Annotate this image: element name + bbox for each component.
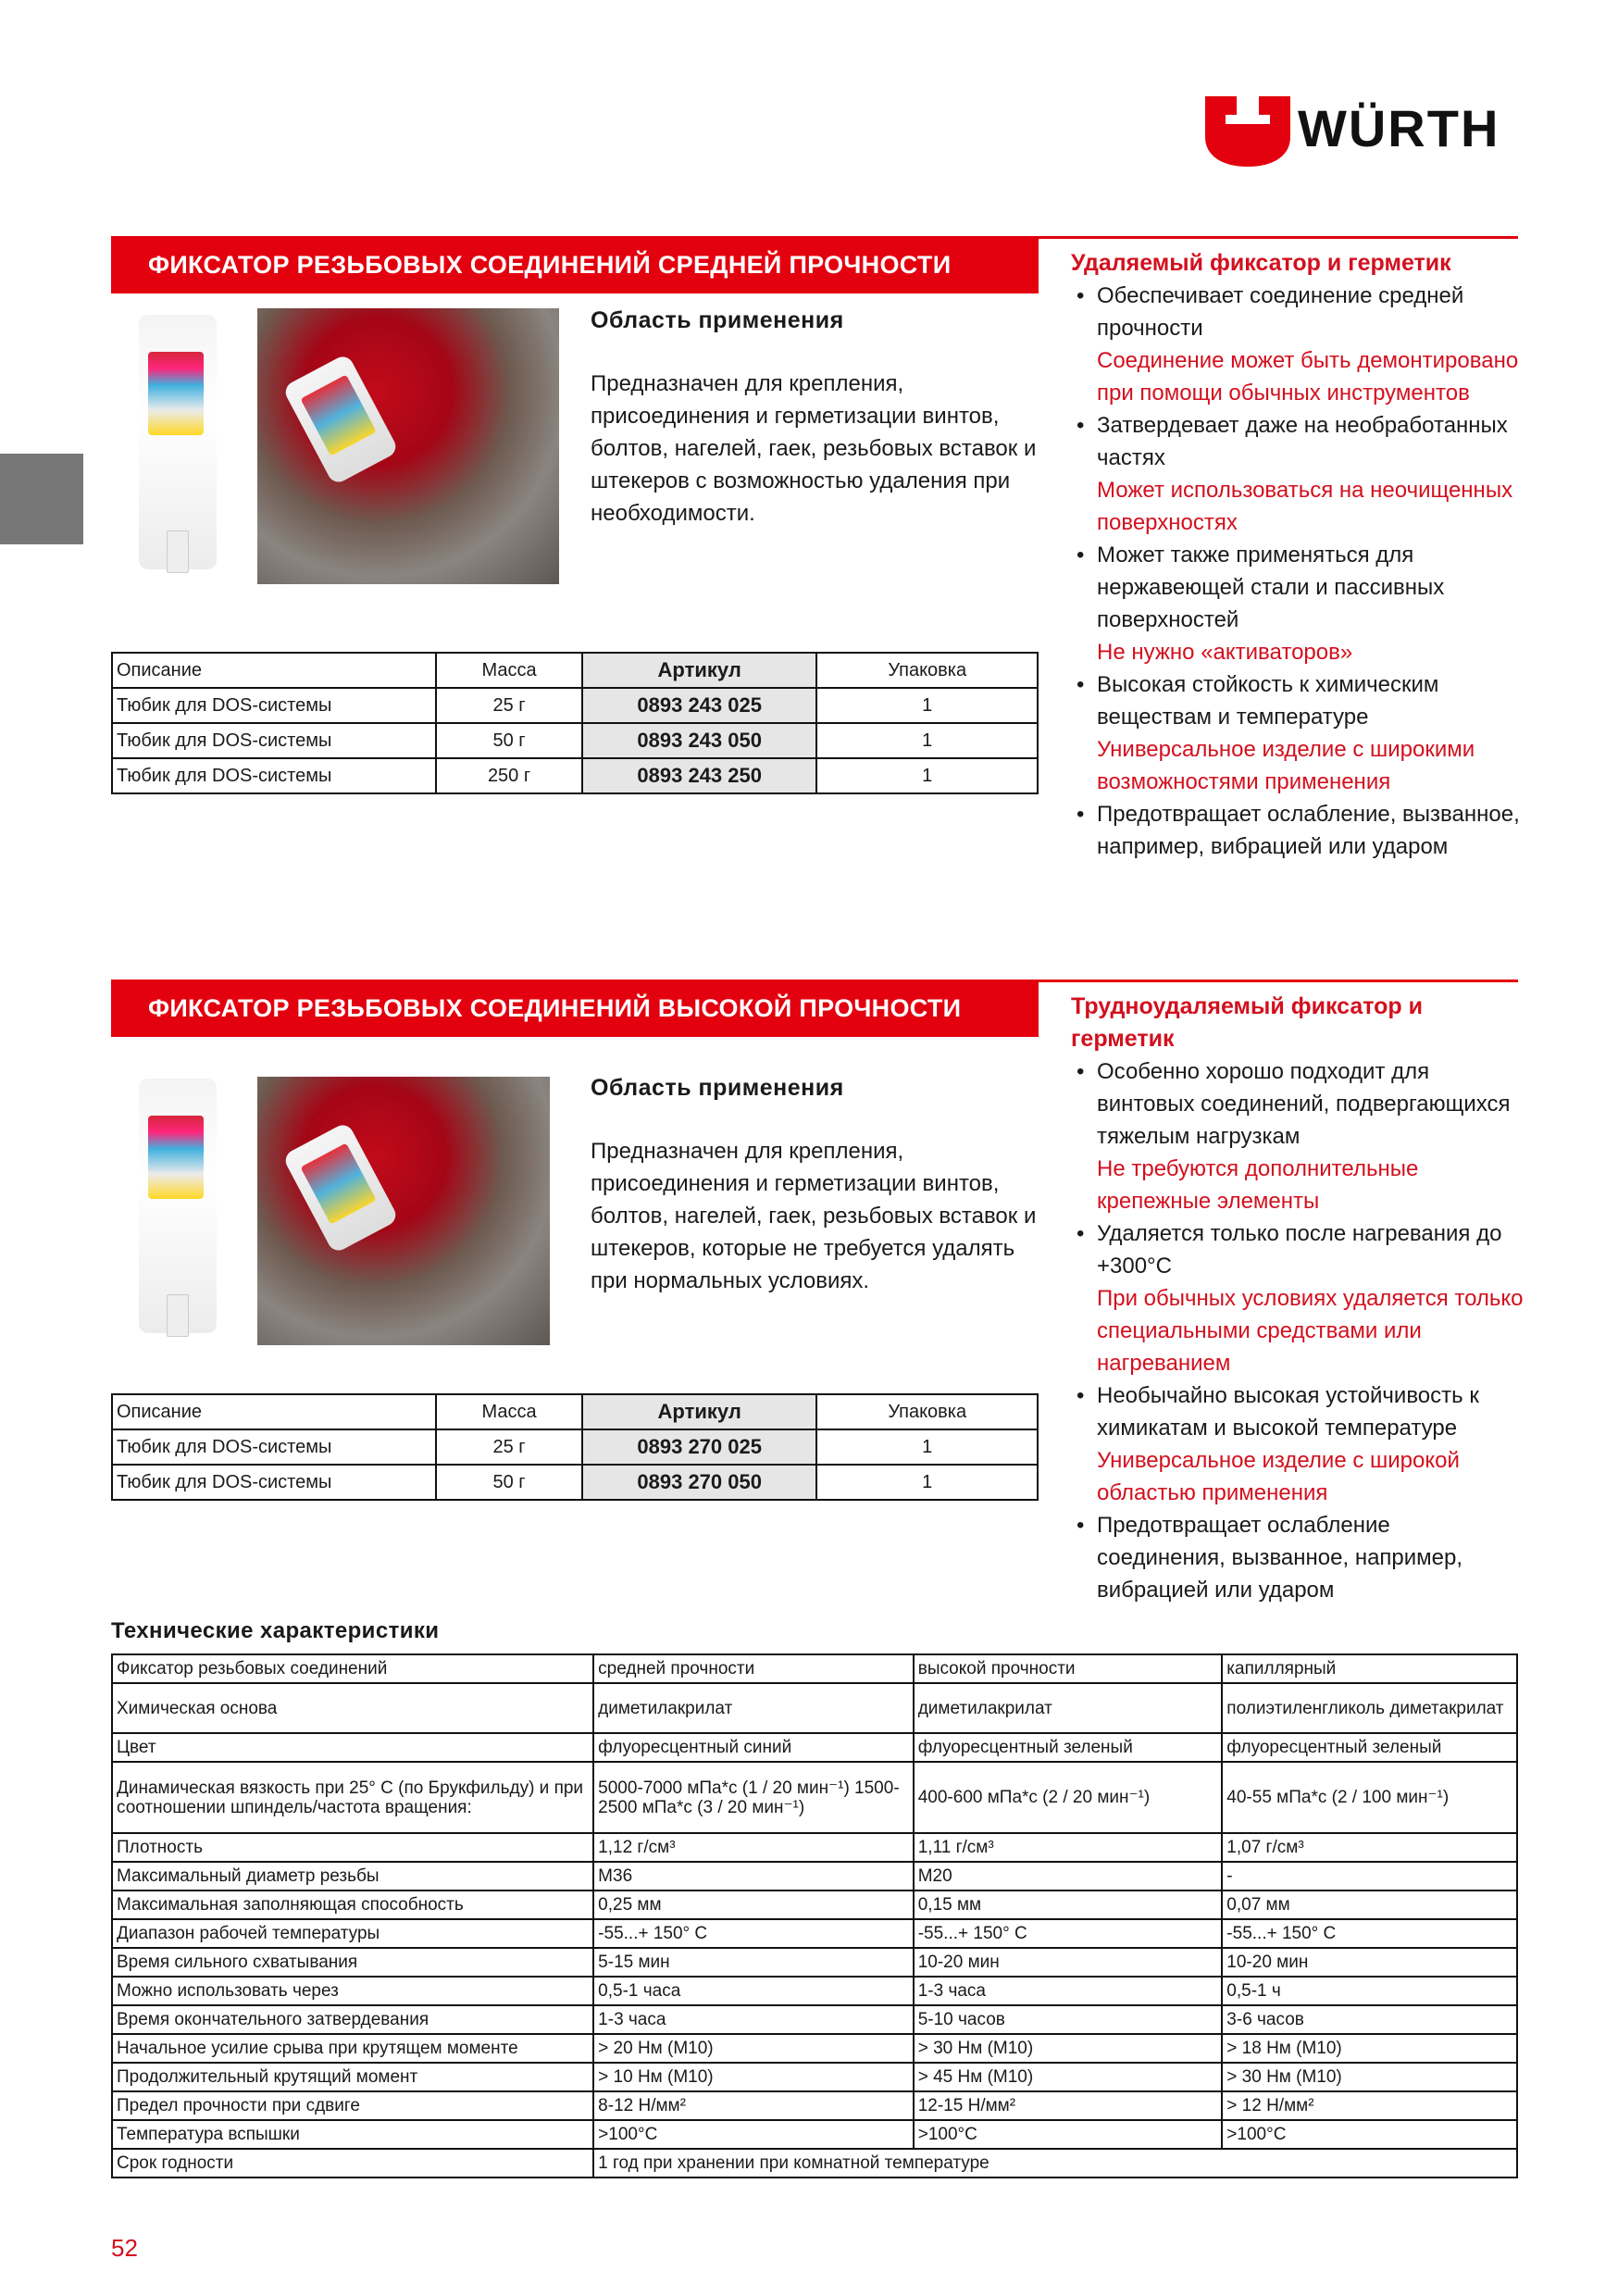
feature-title: Трудноудаляемый фиксатор и герметик bbox=[1071, 993, 1424, 1052]
tech-row: Предел прочности при сдвиге 8-12 Н/мм² 12-15 Н/мм² > 12 Н/мм² bbox=[112, 2091, 1517, 2120]
feature-item: • Обеспечивает соединение средней прочности Соединение может быть демонтировано при помощи обычных инструментов bbox=[1071, 280, 1525, 409]
application-text: Предназначен для крепления, присоединения и герметизации винтов, болтов, нагелей, гаек, резьбовых вставок и штекеров, которые не требуется удалять при нормальных условиях. bbox=[591, 1139, 1037, 1293]
table-row: Тюбик для DOS-системы 50 г 0893 243 050 1 bbox=[112, 723, 1038, 758]
tech-table bbox=[111, 1653, 1518, 2178]
application-title: Область применения bbox=[591, 1075, 844, 1101]
table-row: Тюбик для DOS-системы 250 г 0893 243 250 1 bbox=[112, 758, 1038, 793]
table-row: Тюбик для DOS-системы 50 г 0893 270 050 1 bbox=[112, 1465, 1038, 1500]
section1-header: ФИКСАТОР РЕЗЬБОВЫХ СОЕДИНЕНИЙ СРЕДНЕЙ ПРОЧНОСТИ bbox=[111, 236, 1039, 293]
order-table bbox=[111, 1393, 1039, 1501]
tech-row: Время окончательного затвердевания 1-3 часа 5-10 часов 3-6 часов bbox=[112, 2005, 1517, 2034]
tech-row: Продолжительный крутящий момент > 10 Нм (M10) > 45 Нм (M10) > 30 Нм (M10) bbox=[112, 2063, 1517, 2091]
feature-item: • Предотвращает ослабление соединения, вызванное, например, вибрацией или ударом bbox=[1071, 1509, 1525, 1606]
tech-row: Время сильного схватывания 5-15 мин 10-20 мин 10-20 мин bbox=[112, 1948, 1517, 1977]
order-table bbox=[111, 652, 1039, 794]
section2-features bbox=[1071, 991, 1525, 1606]
product-tube-image bbox=[139, 1079, 217, 1333]
feature-item: • Высокая стойкость к химическим веществам и температуре Универсальное изделие с широкими возможностями применения bbox=[1071, 668, 1525, 798]
feature-item: • Удаляется только после нагревания до +300°C При обычных условиях удаляется только специальными средствами или нагреванием bbox=[1071, 1217, 1525, 1379]
table-header-row: Описание Масса Артикул Упаковка bbox=[112, 1394, 1038, 1429]
tech-row: Максимальная заполняющая способность 0,25 мм 0,15 мм 0,07 мм bbox=[112, 1890, 1517, 1919]
section2-rule bbox=[1039, 980, 1518, 982]
application-photo bbox=[257, 308, 559, 584]
tech-row: Динамическая вязкость при 25° C (по Брукфильду) и при соотношении шпиндель/частота вращения: 5000-7000 мПа*с (1 / 20 мин⁻¹) 1500-2500 мПа*с (3 / 20 мин⁻¹) 400-600 мПа*с (2 / 20 мин⁻¹) 40-55 мПа*с (2 / 100 мин⁻¹) bbox=[112, 1762, 1517, 1833]
tech-row: Температура вспышки >100°C >100°C >100°C bbox=[112, 2120, 1517, 2149]
feature-item: • Затвердевает даже на необработанных частях Может использоваться на неочищенных поверхностях bbox=[1071, 409, 1525, 539]
feature-item: • Предотвращает ослабление, вызванное, например, вибрацией или ударом bbox=[1071, 798, 1525, 863]
tech-title: Технические характеристики bbox=[111, 1618, 440, 1643]
application-photo bbox=[257, 1077, 550, 1345]
tech-row: Химическая основа диметилакрилат диметилакрилат полиэтиленгликоль диметакрилат bbox=[112, 1683, 1517, 1733]
tech-row: Начальное усилие срыва при крутящем моменте > 20 Нм (M10) > 30 Нм (M10) > 18 Нм (M10) bbox=[112, 2034, 1517, 2063]
tech-row: Плотность 1,12 г/см³ 1,11 г/см³ 1,07 г/см³ bbox=[112, 1833, 1517, 1862]
wurth-logo bbox=[1205, 96, 1520, 167]
table-header-row: Описание Масса Артикул Упаковка bbox=[112, 653, 1038, 688]
product-tube-image bbox=[139, 315, 217, 569]
section2-header: ФИКСАТОР РЕЗЬБОВЫХ СОЕДИНЕНИЙ ВЫСОКОЙ ПРОЧНОСТИ bbox=[111, 980, 1039, 1037]
table-row: Тюбик для DOS-системы 25 г 0893 243 025 1 bbox=[112, 688, 1038, 723]
feature-title: Удаляемый фиксатор и герметик bbox=[1071, 250, 1451, 276]
page-number: 52 bbox=[111, 2234, 138, 2262]
feature-item: • Особенно хорошо подходит для винтовых соединений, подвергающихся тяжелым нагрузкам Не требуются дополнительные крепежные элементы bbox=[1071, 1055, 1525, 1217]
tech-row: Фиксатор резьбовых соединений средней прочности высокой прочности капиллярный bbox=[112, 1654, 1517, 1683]
tech-row: Диапазон рабочей температуры -55...+ 150° C -55...+ 150° C -55...+ 150° C bbox=[112, 1919, 1517, 1948]
application-text: Предназначен для крепления, присоединения и герметизации винтов, болтов, нагелей, гаек, резьбовых вставок и штекеров с возможностью удаления при необходимости. bbox=[591, 371, 1037, 526]
logo-wordmark: WÜRTH bbox=[1298, 99, 1500, 157]
feature-item: • Может также применяться для нержавеющей стали и пассивных поверхностей Не нужно «активаторов» bbox=[1071, 539, 1525, 668]
tech-row: Максимальный диаметр резьбы M36 M20 - bbox=[112, 1862, 1517, 1890]
section1-features bbox=[1071, 247, 1525, 863]
application-title: Область применения bbox=[591, 307, 844, 333]
section1-rule bbox=[1039, 236, 1518, 239]
tech-row: Цвет флуоресцентный синий флуоресцентный зеленый флуоресцентный зеленый bbox=[112, 1733, 1517, 1762]
wurth-logo-icon bbox=[1205, 96, 1290, 167]
table-row: Тюбик для DOS-системы 25 г 0893 270 025 1 bbox=[112, 1429, 1038, 1465]
side-tab bbox=[0, 454, 83, 544]
tech-row: Срок годности 1 год при хранении при комнатной температуре bbox=[112, 2149, 1517, 2177]
tech-row: Можно использовать через 0,5-1 часа 1-3 часа 0,5-1 ч bbox=[112, 1977, 1517, 2005]
feature-item: • Необычайно высокая устойчивость к химикатам и высокой температуре Универсальное изделие с широкой областью применения bbox=[1071, 1379, 1525, 1509]
